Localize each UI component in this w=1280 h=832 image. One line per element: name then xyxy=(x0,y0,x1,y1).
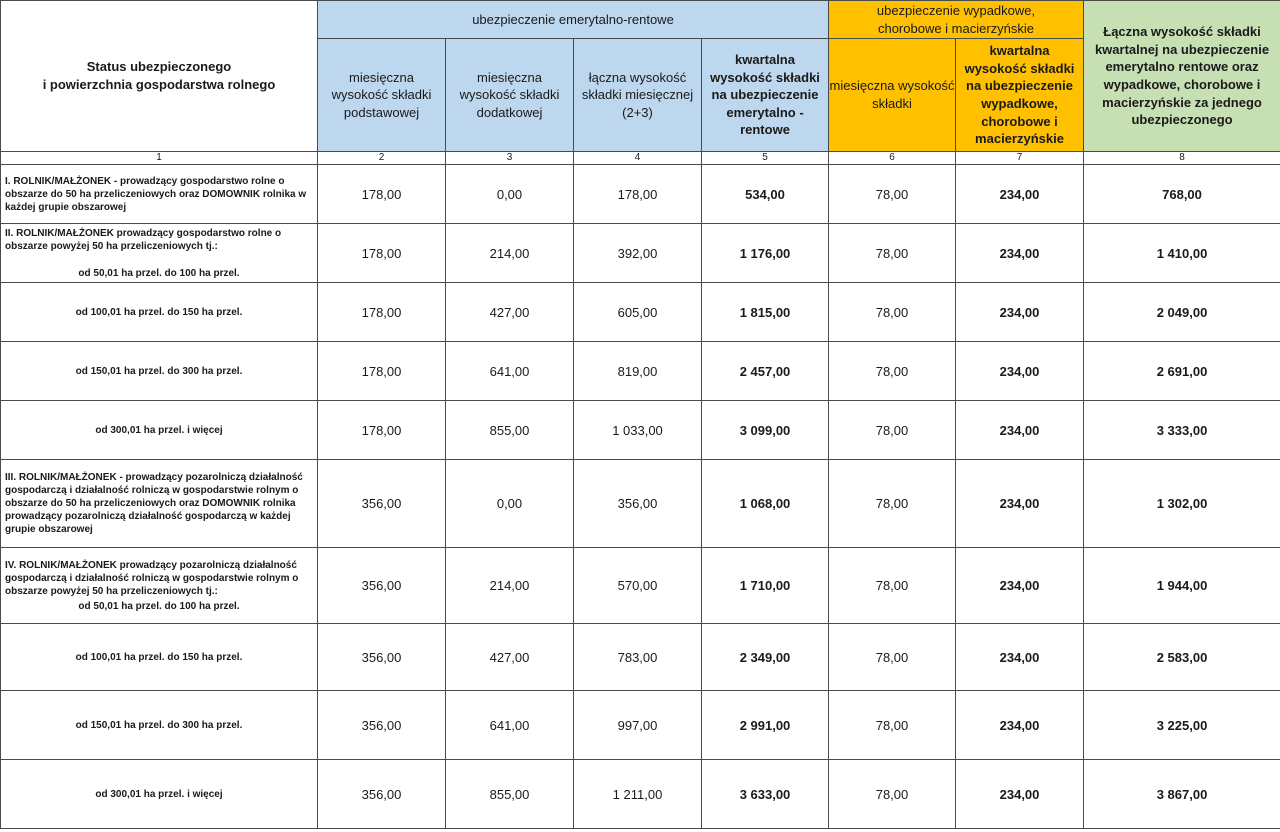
cell-c8: 2 583,00 xyxy=(1084,624,1280,691)
cell-c3: 855,00 xyxy=(446,760,574,829)
cell-c4: 605,00 xyxy=(574,283,702,342)
table-row xyxy=(1,283,1280,342)
cell-c4: 356,00 xyxy=(574,460,702,548)
cell-c5: 1 176,00 xyxy=(702,224,829,283)
cell-c8: 1 944,00 xyxy=(1084,548,1280,624)
table-row xyxy=(1,548,1280,624)
column-number: 1 xyxy=(1,152,318,165)
column-number: 7 xyxy=(956,152,1084,165)
header-status: Status ubezpieczonego i powierzchnia gospodarstwa rolnego xyxy=(1,1,318,152)
cell-c8: 2 691,00 xyxy=(1084,342,1280,401)
row-label-text: II. ROLNIK/MAŁŻONEK prowadzący gospodarstwo rolne o obszarze powyżej 50 ha przeliczeniowych tj.: xyxy=(5,227,282,252)
cell-c2: 356,00 xyxy=(318,691,446,760)
cell-c5: 2 457,00 xyxy=(702,342,829,401)
cell-c5: 2 349,00 xyxy=(702,624,829,691)
cell-c4: 783,00 xyxy=(574,624,702,691)
cell-c5: 3 633,00 xyxy=(702,760,829,829)
row-label-subrange: od 50,01 ha przel. do 100 ha przel. xyxy=(78,600,240,612)
table-row xyxy=(1,224,1280,283)
row-label xyxy=(1,342,318,401)
cell-c2: 356,00 xyxy=(318,460,446,548)
cell-c3: 427,00 xyxy=(446,283,574,342)
cell-c3: 855,00 xyxy=(446,401,574,460)
row-label xyxy=(1,460,318,548)
cell-c3: 214,00 xyxy=(446,224,574,283)
row-label-subrange: od 50,01 ha przel. do 100 ha przel. xyxy=(78,267,240,279)
cell-c7: 234,00 xyxy=(956,548,1084,624)
column-number: 6 xyxy=(829,152,956,165)
row-label-text: od 100,01 ha przel. do 150 ha przel. xyxy=(75,651,243,663)
column-number: 5 xyxy=(702,152,829,165)
cell-c4: 392,00 xyxy=(574,224,702,283)
row-label-text: I. ROLNIK/MAŁŻONEK - prowadzący gospodarstwo rolne o obszarze do 50 ha przeliczeniowych oraz DOMOWNIK rolnika w każdej grupie obszarowej xyxy=(5,175,307,213)
header-col3: miesięczna wysokość składki dodatkowej xyxy=(446,39,574,152)
cell-c3: 214,00 xyxy=(446,548,574,624)
cell-c5: 1 710,00 xyxy=(702,548,829,624)
header-group-emerytalne: ubezpieczenie emerytalno-rentowe xyxy=(318,1,829,39)
cell-c8: 1 410,00 xyxy=(1084,224,1280,283)
cell-c2: 178,00 xyxy=(318,165,446,224)
cell-c4: 997,00 xyxy=(574,691,702,760)
row-label-text: III. ROLNIK/MAŁŻONEK - prowadzący pozarolniczą działalność gospodarczą i działalność rolniczą w gospodarstwie rolnym o obszarze do 50 ha przeliczeniowych oraz DOMOWNIK rolnika prowadzący pozarolniczą działalność gospodarczą w każdej grupie obszarowej xyxy=(5,472,303,535)
cell-c7: 234,00 xyxy=(956,401,1084,460)
header-col7: kwartalna wysokość składki na ubezpieczenie wypadkowe, chorobowe i macierzyńskie xyxy=(956,39,1084,152)
cell-c3: 0,00 xyxy=(446,460,574,548)
header-col2: miesięczna wysokość składki podstawowej xyxy=(318,39,446,152)
cell-c8: 2 049,00 xyxy=(1084,283,1280,342)
cell-c6: 78,00 xyxy=(829,342,956,401)
row-label-text: od 100,01 ha przel. do 150 ha przel. xyxy=(75,306,243,318)
header-total: Łączna wysokość składki kwartalnej na ubezpieczenie emerytalno rentowe oraz wypadkowe, chorobowe i macierzyńskie za jednego ubezpieczonego xyxy=(1084,1,1280,152)
row-label xyxy=(1,283,318,342)
cell-c5: 1 068,00 xyxy=(702,460,829,548)
cell-c2: 178,00 xyxy=(318,401,446,460)
cell-c8: 768,00 xyxy=(1084,165,1280,224)
table-row xyxy=(1,624,1280,691)
cell-c3: 0,00 xyxy=(446,165,574,224)
table-row xyxy=(1,760,1280,829)
cell-c7: 234,00 xyxy=(956,460,1084,548)
header-col4: łączna wysokość składki miesięcznej (2+3) xyxy=(574,39,702,152)
cell-c2: 356,00 xyxy=(318,760,446,829)
cell-c5: 1 815,00 xyxy=(702,283,829,342)
row-label xyxy=(1,165,318,224)
table-row xyxy=(1,165,1280,224)
row-label xyxy=(1,401,318,460)
cell-c2: 178,00 xyxy=(318,283,446,342)
column-number: 4 xyxy=(574,152,702,165)
header-col6: miesięczna wysokość składki xyxy=(829,39,956,152)
cell-c4: 819,00 xyxy=(574,342,702,401)
cell-c5: 534,00 xyxy=(702,165,829,224)
cell-c3: 427,00 xyxy=(446,624,574,691)
cell-c7: 234,00 xyxy=(956,342,1084,401)
cell-c6: 78,00 xyxy=(829,624,956,691)
column-number: 3 xyxy=(446,152,574,165)
column-number: 8 xyxy=(1084,152,1280,165)
cell-c2: 178,00 xyxy=(318,342,446,401)
cell-c4: 178,00 xyxy=(574,165,702,224)
cell-c4: 570,00 xyxy=(574,548,702,624)
cell-c6: 78,00 xyxy=(829,691,956,760)
cell-c8: 3 867,00 xyxy=(1084,760,1280,829)
header-col5: kwartalna wysokość składki na ubezpieczenie emerytalno - rentowe xyxy=(702,39,829,152)
cell-c2: 356,00 xyxy=(318,624,446,691)
cell-c7: 234,00 xyxy=(956,165,1084,224)
row-label xyxy=(1,691,318,760)
row-label-text: od 150,01 ha przel. do 300 ha przel. xyxy=(75,719,243,731)
row-label xyxy=(1,224,318,283)
cell-c3: 641,00 xyxy=(446,342,574,401)
table-row xyxy=(1,691,1280,760)
cell-c6: 78,00 xyxy=(829,548,956,624)
cell-c8: 3 225,00 xyxy=(1084,691,1280,760)
cell-c2: 356,00 xyxy=(318,548,446,624)
cell-c7: 234,00 xyxy=(956,283,1084,342)
cell-c7: 234,00 xyxy=(956,760,1084,829)
cell-c7: 234,00 xyxy=(956,691,1084,760)
cell-c6: 78,00 xyxy=(829,760,956,829)
cell-c5: 2 991,00 xyxy=(702,691,829,760)
header-group-wypadkowe: ubezpieczenie wypadkowe, chorobowe i macierzyńskie xyxy=(829,1,1084,39)
cell-c6: 78,00 xyxy=(829,401,956,460)
table-row xyxy=(1,460,1280,548)
cell-c7: 234,00 xyxy=(956,224,1084,283)
cell-c8: 3 333,00 xyxy=(1084,401,1280,460)
row-label-text: od 150,01 ha przel. do 300 ha przel. xyxy=(75,365,243,377)
cell-c8: 1 302,00 xyxy=(1084,460,1280,548)
cell-c7: 234,00 xyxy=(956,624,1084,691)
cell-c6: 78,00 xyxy=(829,224,956,283)
cell-c3: 641,00 xyxy=(446,691,574,760)
row-label xyxy=(1,548,318,624)
cell-c6: 78,00 xyxy=(829,283,956,342)
table-row xyxy=(1,401,1280,460)
cell-c6: 78,00 xyxy=(829,165,956,224)
table-row xyxy=(1,342,1280,401)
row-label-text: IV. ROLNIK/MAŁŻONEK prowadzący pozarolniczą działalność gospodarczą i działalność rolniczą w gospodarstwie rolnym o obszarze powyżej 50 ha przeliczeniowych tj.: xyxy=(5,559,299,597)
row-label-text: od 300,01 ha przel. i więcej xyxy=(95,788,223,800)
row-label xyxy=(1,760,318,829)
cell-c2: 178,00 xyxy=(318,224,446,283)
cell-c4: 1 033,00 xyxy=(574,401,702,460)
column-number: 2 xyxy=(318,152,446,165)
cell-c6: 78,00 xyxy=(829,460,956,548)
row-label-text: od 300,01 ha przel. i więcej xyxy=(95,424,223,436)
cell-c4: 1 211,00 xyxy=(574,760,702,829)
cell-c5: 3 099,00 xyxy=(702,401,829,460)
row-label xyxy=(1,624,318,691)
